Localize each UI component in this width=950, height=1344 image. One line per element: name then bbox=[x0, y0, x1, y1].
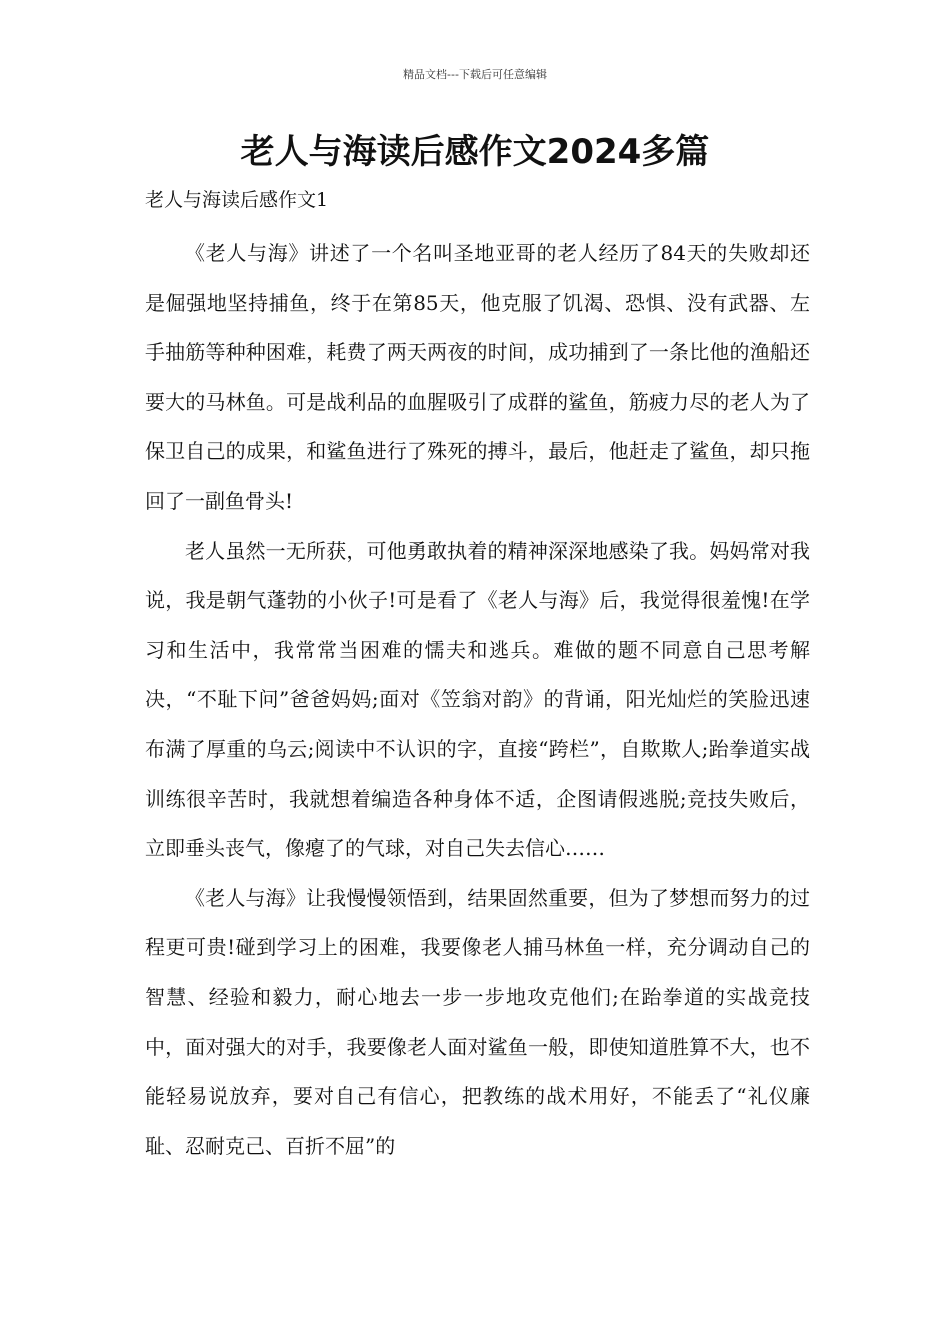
document-body bbox=[145, 229, 810, 1171]
paragraph-1: 《老人与海》讲述了一个名叫圣地亚哥的老人经历了84天的失败却还是倔强地坚持捕鱼，终于在第85天，他克服了饥渴、恐惧、没有武器、左手抽筋等种种困难，耗费了两天两夜的时间，成功捕到了一条比他的渔船还要大的马林鱼。可是战利品的血腥吸引了成群的鲨鱼，筋疲力尽的老人为了保卫自己的成果，和鲨鱼进行了殊死的搏斗，最后，他赶走了鲨鱼，却只拖回了一副鱼骨头! bbox=[145, 241, 810, 513]
paragraph-2: 老人虽然一无所获，可他勇敢执着的精神深深地感染了我。妈妈常对我说，我是朝气蓬勃的小伙子!可是看了《老人与海》后，我觉得很羞愧!在学习和生活中，我常常当困难的懦夫和逃兵。难做的题不同意自己思考解决，“不耻下问”爸爸妈妈;面对《笠翁对韵》的背诵，阳光灿烂的笑脸迅速布满了厚重的乌云;阅读中不认识的字，直接“跨栏”，自欺欺人;跆拳道实战训练很辛苦时，我就想着编造各种身体不适，企图请假逃脱;竞技失败后，立即垂头丧气，像瘪了的气球，对自己失去信心…… bbox=[145, 538, 810, 861]
document-title: 老人与海读后感作文2024多篇 bbox=[240, 132, 710, 172]
paragraph-3: 《老人与海》让我慢慢领悟到，结果固然重要，但为了梦想而努力的过程更可贵!碰到学习上的困难，我要像老人捕马林鱼一样，充分调动自己的智慧、经验和毅力，耐心地去一步一步地攻克他们;在跆拳道的实战竞技中，面对强大的对手，我要像老人面对鲨鱼一般，即使知道胜算不大，也不能轻易说放弃，要对自己有信心，把教练的战术用好，不能丢了“礼仪廉耻、忍耐克己、百折不屈”的 bbox=[145, 885, 810, 1158]
section-heading: 老人与海读后感作文1 bbox=[145, 189, 329, 211]
page-header: 精品文档---下载后可任意编辑 bbox=[403, 68, 547, 81]
